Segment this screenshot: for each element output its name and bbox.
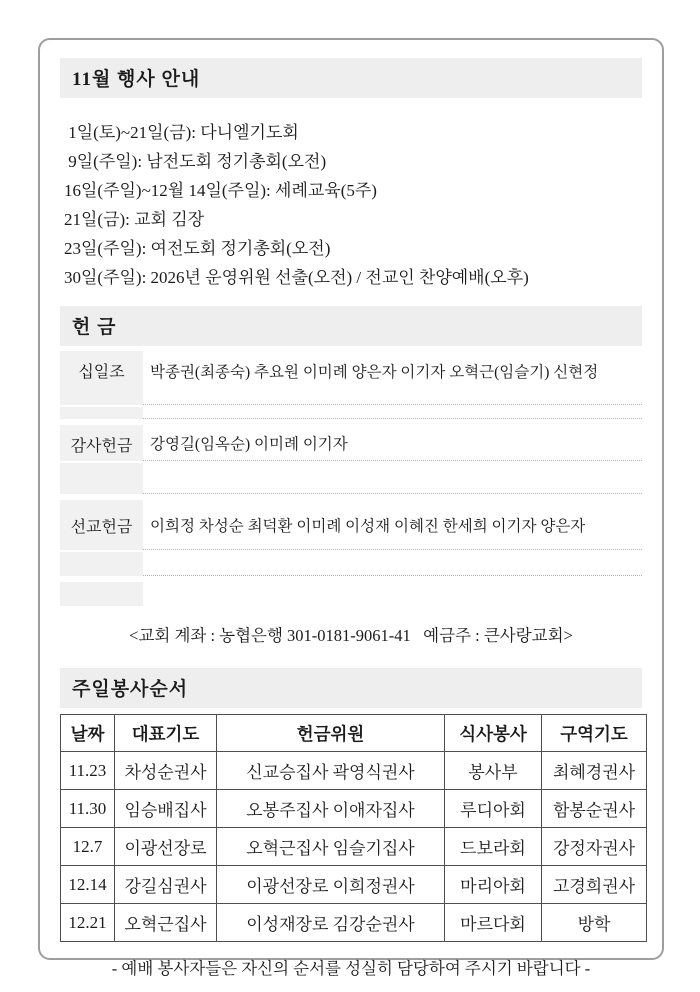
cell-offering-committee: 오혁근집사 임슬기집사 [217,828,445,866]
offering-label: 십일조 [60,351,143,405]
offering-names: 이희정 차성순 최덕환 이미례 이성재 이혜진 한세희 이기자 양은자 [143,500,642,550]
offering-names: 박종권(최종숙) 추요원 이미례 양은자 이기자 오혁근(임슬기) 신현정 [143,351,642,405]
cell-representative-prayer: 강길심권사 [115,866,217,904]
cell-district-prayer: 고경희권사 [542,866,647,904]
duty-header-row [61,715,647,752]
col-header-date: 날짜 [61,715,115,752]
church-account-line: <교회 계좌 : 농협은행 301-0181-9061-41 예금주 : 큰사랑교회> [129,626,573,645]
cell-meal-service: 봉사부 [445,752,542,790]
cell-district-prayer: 방학 [542,904,647,942]
offering-table [60,351,642,606]
cell-date: 11.30 [61,790,115,828]
cell-date: 12.14 [61,866,115,904]
table-row [61,866,647,904]
events-list [64,118,642,292]
offering-row-empty [60,407,642,419]
cell-offering-committee: 오봉주집사 이애자집사 [217,790,445,828]
col-header-offering-committee: 헌금위원 [217,715,445,752]
offering-row-empty [60,463,642,494]
table-row [61,904,647,942]
offering-row-tithe [60,351,642,405]
offering-names-empty [143,582,642,606]
offering-row-thanksgiving [60,425,642,461]
cell-representative-prayer: 오혁근집사 [115,904,217,942]
event-item: 1일(토)~21일(금): 다니엘기도회 [64,123,299,142]
offering-names-empty [143,552,642,576]
duty-section [60,668,642,979]
cell-district-prayer: 최혜경권사 [542,752,647,790]
cell-date: 11.23 [61,752,115,790]
event-item: 21일(금): 교회 김장 [64,210,205,229]
cell-meal-service: 드보라회 [445,828,542,866]
offering-section-title: 헌 금 [60,306,642,346]
cell-meal-service: 마리아회 [445,866,542,904]
offering-section [60,306,642,646]
event-item: 30일(주일): 2026년 운영위원 선출(오전) / 전교인 찬양예배(오후) [64,268,529,287]
col-header-representative-prayer: 대표기도 [115,715,217,752]
offering-row-empty [60,552,642,576]
offering-label-empty [60,463,143,494]
cell-offering-committee: 이광선장로 이희정권사 [217,866,445,904]
event-item: 16일(주일)~12월 14일(주일): 세례교육(5주) [64,181,377,200]
table-row [61,828,647,866]
cell-representative-prayer: 임승배집사 [115,790,217,828]
cell-date: 12.7 [61,828,115,866]
table-row [61,752,647,790]
offering-names-empty [143,463,642,494]
offering-label: 선교헌금 [60,500,143,550]
offering-names-empty [143,407,642,419]
offering-row-empty [60,582,642,606]
event-item: 23일(주일): 여전도회 정기총회(오전) [64,239,331,258]
offering-names: 강영길(임옥순) 이미례 이기자 [143,425,642,461]
cell-representative-prayer: 이광선장로 [115,828,217,866]
cell-meal-service: 마르다회 [445,904,542,942]
col-header-meal-service: 식사봉사 [445,715,542,752]
offering-label-empty [60,582,143,606]
bulletin-page [38,38,664,978]
cell-offering-committee: 신교승집사 곽영식권사 [217,752,445,790]
offering-label-empty [60,407,143,419]
offering-label: 감사헌금 [60,425,143,461]
events-section [60,58,642,292]
duty-section-title: 주일봉사순서 [60,668,642,708]
cell-date: 12.21 [61,904,115,942]
table-row [61,790,647,828]
cell-district-prayer: 함봉순권사 [542,790,647,828]
event-item: 9일(주일): 남전도회 정기총회(오전) [64,152,327,171]
offering-label-empty [60,552,143,576]
cell-district-prayer: 강정자권사 [542,828,647,866]
cell-representative-prayer: 차성순권사 [115,752,217,790]
duty-table [60,714,647,942]
offering-row-mission [60,500,642,550]
duty-footer-note: - 예배 봉사자들은 자신의 순서를 성실히 담당하여 주시기 바랍니다 - [111,959,591,978]
cell-offering-committee: 이성재장로 김강순권사 [217,904,445,942]
events-section-title: 11월 행사 안내 [60,58,642,98]
col-header-district-prayer: 구역기도 [542,715,647,752]
cell-meal-service: 루디아회 [445,790,542,828]
